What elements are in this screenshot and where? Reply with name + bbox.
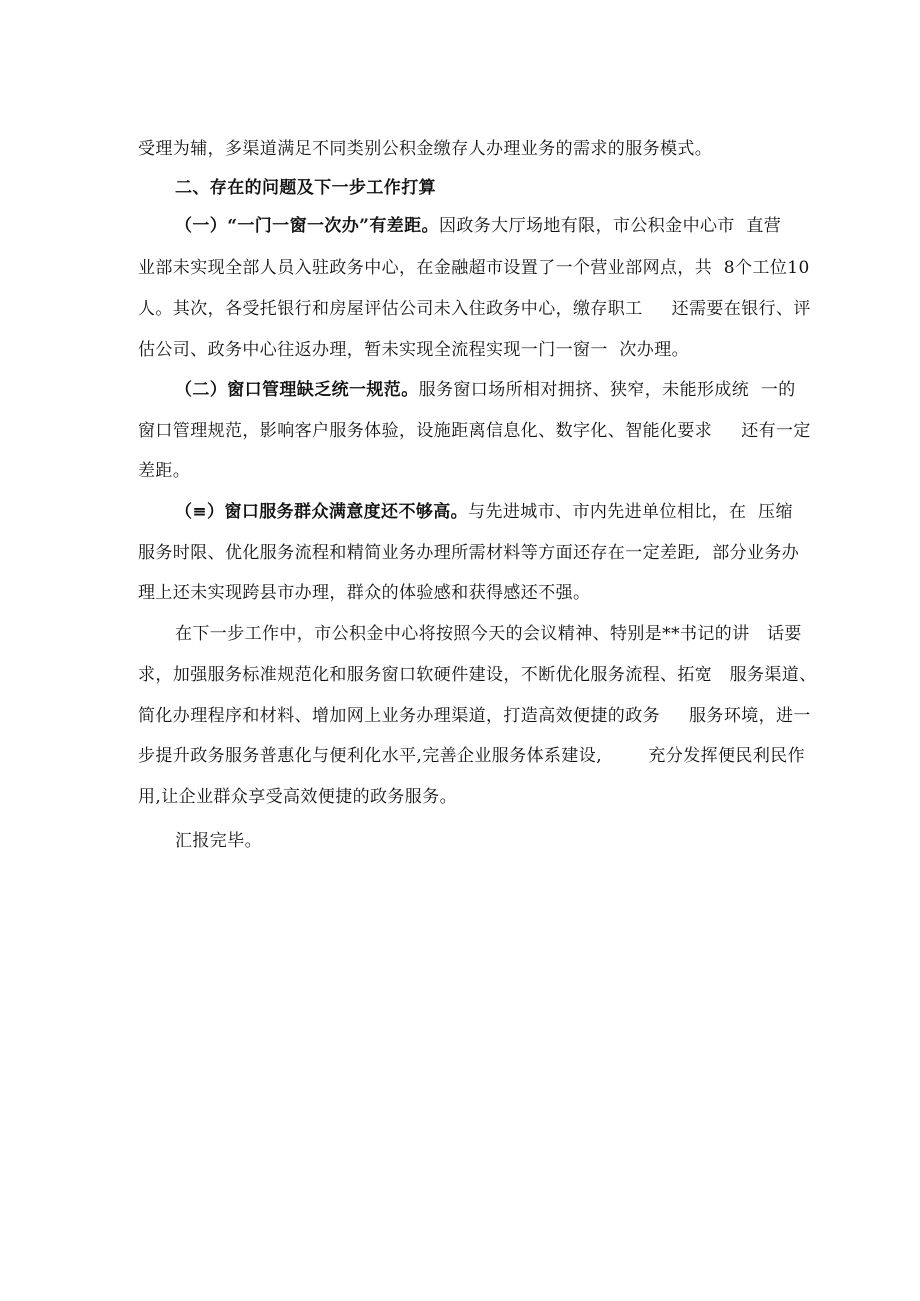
next-steps-line5: 用,让企业群众享受高效便捷的政务服务。 [138,787,458,807]
issue2-line2: 窗口管理规范，影响客户服务体验，设施距离信息化、数字化、智能化要求 还有一定 [138,421,811,441]
next-steps-line4: 步提升政务服务普惠化与便利化水平,完善企业服务体系建设, 充分发挥便民利民作 [138,746,806,766]
issue2-text1: 服务窗口场所相对拥挤、狭窄，未能形成统 一的 [418,380,796,400]
issue3-text1: 与先进城市、市内先进单位相比，在 压缩 [468,502,793,522]
intro-tail-text: 受理为辅，多渠道满足不同类别公积金缴存人办理业务的需求的服务模式。 [138,139,713,159]
issue3-label: （≡）窗口服务群众满意度还不够高。 [175,502,469,522]
next-steps-line2: 求，加强服务标准规范化和服务窗口软硬件建设，不断优化服务流程、拓宽 服务渠道、 [138,665,817,685]
issue1-line3: 人。其次，各受托银行和房屋评估公司未入住政务中心，缴存职工 还需要在银行、评 [138,299,811,319]
issue3-line2: 服务时限、优化服务流程和精简业务办理所需材料等方面还存在一定差距, 部分业务办 [138,543,800,563]
next-steps-line3: 简化办理程序和材料、增加网上业务办理渠道，打造高效便捷的政务 服务环境，进一 [138,706,811,726]
issue1-text1: 因政务大厅场地有限，市公积金中心市 直营 [438,216,782,236]
issue1-line2: 业部未实现全部人员入驻政务中心，在金融超市设置了一个营业部网点，共 8个工位10 [138,258,810,278]
section-heading: 二、存在的问题及下一步工作打算 [175,178,436,198]
closing-text: 汇报完毕。 [175,831,262,851]
issue3-line3: 理上还未实现跨县市办理，群众的体验感和获得感还不强。 [138,583,591,603]
issue1-label: （一）“一门一窗一次办”有差距。 [175,216,439,236]
issue1-line4: 估公司、政务中心往返办理，暂未实现全流程实现一门一窗一 次办理。 [138,340,690,360]
issue2-line3: 差距。 [138,461,191,481]
next-steps-line1: 在下一步工作中，市公积金中心将按照今天的会议精神、特别是**书记的讲 话要 [175,624,802,644]
issue3-line1 [175,497,793,527]
issue2-label: （二）窗口管理缺乏统一规范。 [175,380,419,400]
issue2-line1 [175,375,796,405]
issue1-line1 [175,211,781,241]
